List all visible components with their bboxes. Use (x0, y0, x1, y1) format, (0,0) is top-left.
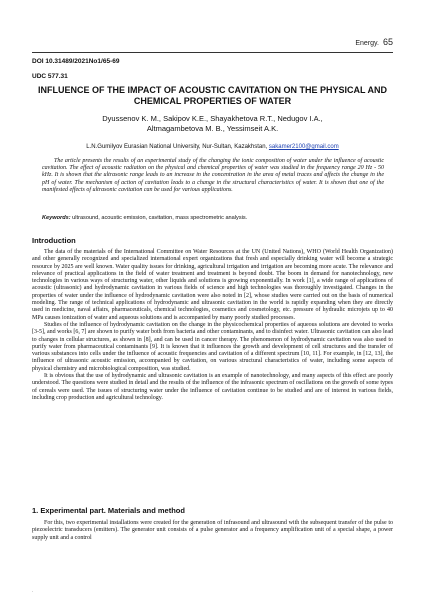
introduction-body (32, 249, 393, 402)
section-1-paragraph: For this, two experimental installations were created for the generation of infrasound and ultrasound with the subsequent transfer of the pulse to piezoelectric transducers (emitters). The generator unit consists of a pulse generator and a frequency amplification unit of a special shape, a power supply unit and a control (32, 520, 393, 541)
footer-mark: . (32, 589, 34, 594)
author-list (32, 114, 393, 133)
affiliation-text: L.N.Gumilyov Eurasian National University, Nur-Sultan, Kazakhstan, (86, 144, 268, 150)
section-1-body (32, 520, 393, 542)
affiliation (32, 144, 393, 150)
author-email-link[interactable]: sakamer2100@gmail.com (268, 144, 339, 150)
introduction-paragraph: The data of the materials of the International Committee on Water Resources at the UN (United Nations), WHO (World Health Organization) and other generally recognized and specialized international expert organizations that fresh and especially drinking water will become a strategic resource by 2025 are well known. Water quality issues for drinking, agricultural irrigation and irrigation are becoming more acute. The relevance and relevance of practical applications in the field of water treatment and treatment is beyond doubt. The boom in demand for nanotechnology, new technologies in various ways of structuring water, other liquids and solutions is growing exponentially. In work [1], a wide range of applications of acoustic (ultrasonic) and hydrodynamic cavitation in various fields of science and high technologies was thoroughly investigated. Changes in the properties of water under the influence of hydrodynamic cavitation were also noted in [2], whose studies were carried out on the basis of numerical modeling. The range of technical applications of hydrodynamic and ultrasonic cavitation in the world is rapidly expanding when they are directly used in medicine, naval affairs, pharmaceuticals, chemical technologies, cosmetics and cosmetology, etc. pressure of hydraulic microjets up to 40 MPa causes ionization of water and aqueous solutions and is accompanied by many poorly studied processes. (32, 249, 393, 321)
doi-line: DOI 10.31489/2021No1/65-69 (32, 58, 120, 65)
introduction-paragraph: It is obvious that the use of hydrodynamic and ultrasonic cavitation is an example of nanotechnology, and many aspects of this effect are poorly understood. The questions were studied in detail and the results of the influence of the infrasonic spectrum of oscillations on the growth of some types of cereals were used. The issues of structuring water under the influence of cavitation continue to be studied and are of interest in various fields, including crop production and agricultural technology. (32, 373, 393, 401)
article-title: INFLUENCE OF THE IMPACT OF ACOUSTIC CAVITATION ON THE PHYSICAL AND CHEMICAL PROPERTIES OF WATER (38, 85, 387, 106)
running-head (355, 37, 393, 47)
keywords-text: ultrasound, acoustic emission, cavitation, mass spectrometric analysis. (72, 215, 248, 221)
page-number: 65 (382, 37, 393, 47)
journal-name: Energy. (355, 40, 379, 47)
keywords-label: Keywords: (42, 215, 71, 221)
abstract: The article presents the results of an experimental study of the changing the ionic composition of water under the influence of acoustic cavitation. The effect of acoustic radiation on the physical and chemical properties of water was studied in the frequency range 20 Hz - 50 kHz. It is shown that the ultrasonic range leads to an increase in the concentration in the area of metal traces and affects the change in the pH of water. The mechanism of action of cavitation leads to a change in the structural characteristics of water. It is shown that one of the manifested effects of ultrasonic cavitation can be used for various applications. (42, 158, 384, 193)
authors-line-1: Dyussenov K. M., Sakipov K.E., Shayakhetova R.T., Nedugov I.A., (102, 114, 323, 123)
introduction-paragraph: Studies of the influence of hydrodynamic cavitation on the change in the physicochemical properties of aqueous solutions are devoted to works [3-5], and works [6, 7] are shown to purify water both from bacteria and other contaminants, and to disinfect water. Ultrasonic cavitation can also lead to changes in cellular structures, as shown in [8], and can be used in cancer therapy. The phenomenon of hydrodynamic cavitation was also used to purify water from pharmaceutical contaminants [9]. It is known that it influences the growth and development of cell structures and the transfer of various substances into cells under the influence of acoustic frequencies and cavitation of a different spectrum [10, 11]. For example, in [12, 13], the influence of ultrasonic acoustic emission, accompanied by cavitation, on various structural characteristics of water, including some aspects of physical chemistry and microbiological composition, was studied. (32, 321, 393, 372)
udc-line: UDC 577.31 (32, 73, 68, 80)
introduction-heading: Introduction (32, 236, 76, 245)
authors-line-2: Altmagambetova M. B., Yessimseit A.K. (146, 123, 279, 133)
section-1-heading: 1. Experimental part. Materials and method (32, 506, 185, 515)
header-rule (32, 52, 393, 53)
keywords (42, 215, 384, 221)
